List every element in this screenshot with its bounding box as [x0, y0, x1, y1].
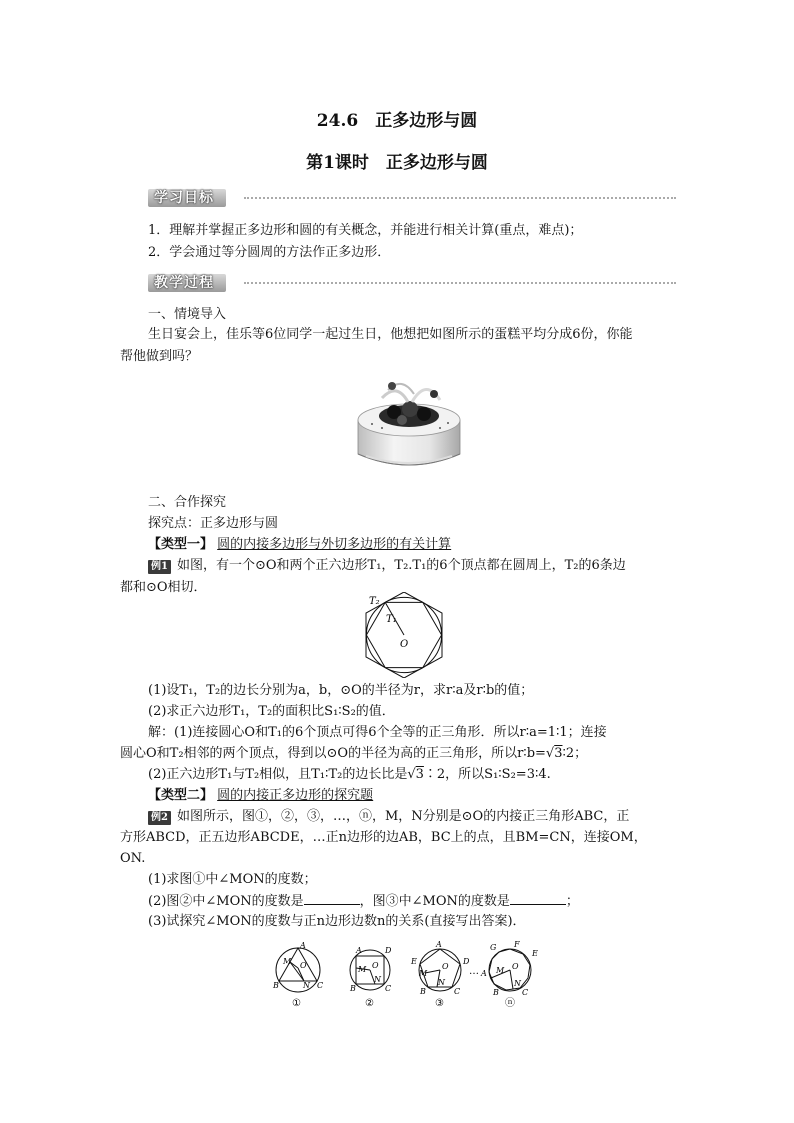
section-title: 24.6 正多边形与圆 — [316, 111, 478, 131]
solution2-text-a: 圆心O和T₂相邻的两个顶点，得到以⊙O的半径为高的正三角形，所以r∶b= — [120, 746, 546, 761]
fig1-label-n: N — [303, 981, 310, 990]
fig2-caption: ② — [365, 998, 374, 1009]
fig1-label-m: M — [283, 957, 292, 966]
objectives-banner-label: 学习目标 — [148, 189, 226, 207]
example2-line3: ON. — [120, 851, 146, 866]
type2-heading — [148, 787, 373, 805]
example2-question1: (1)求图①中∠MON的度数； — [148, 872, 317, 887]
example2-line2: 方形ABCD，正五边形ABCDE，…正n边形的边AB，BC上的点，且BM=CN，连接OM， — [120, 830, 647, 845]
fig2-label-o: O — [372, 961, 379, 970]
sqrt-radicand: 3 — [415, 767, 424, 782]
fign-label-c: C — [522, 988, 529, 997]
example1-question1: (1)设T₁，T₂的边长分别为a，b，⊙O的半径为r，求r∶a及r∶b的值； — [148, 683, 534, 698]
cake-illustration — [352, 376, 466, 474]
objective-item-1: 1．理解并掌握正多边形和圆的有关概念，并能进行相关计算(重点，难点)； — [148, 223, 583, 238]
type2-label: 【类型二】 — [148, 788, 214, 803]
fig2-label-a: A — [356, 946, 362, 955]
banner-dotted-rule — [244, 282, 676, 284]
fig3-label-e: E — [411, 957, 417, 966]
solution3-text-b: ∶2，所以S₁∶S₂=3∶4. — [423, 767, 551, 782]
type1-title: 圆的内接多边形与外切多边形的有关计算 — [217, 537, 452, 552]
example1-solution3 — [148, 766, 551, 784]
example2-question2 — [148, 892, 579, 911]
example1-line1 — [148, 557, 626, 575]
fig1-label-b: B — [273, 981, 279, 990]
label-t2: T₂ — [369, 596, 380, 607]
fig2-label-m: M — [358, 965, 367, 974]
figure-square — [349, 946, 392, 1009]
sqrt-expression: √3 — [407, 767, 424, 782]
fig3-label-b: B — [420, 987, 426, 996]
fig3-label-c: C — [454, 987, 461, 996]
example1-text1: 如图，有一个⊙O和两个正六边形T₁，T₂.T₁的6个顶点都在圆周上，T₂的6条边 — [176, 558, 626, 573]
process-banner — [148, 274, 676, 292]
hexagon-figure — [360, 592, 448, 678]
banner-dotted-rule — [244, 197, 676, 199]
explore-point: 探究点：正多边形与圆 — [148, 516, 279, 531]
label-t1: T₁ — [386, 614, 397, 625]
type2-title: 圆的内接正多边形的探究题 — [217, 788, 374, 803]
objectives-banner — [148, 189, 676, 207]
fig2-label-n: N — [374, 975, 381, 984]
example1-solution2 — [120, 745, 587, 763]
fig2-label-d: D — [385, 946, 392, 955]
fign-label-f: F — [514, 940, 520, 949]
fig2-label-b: B — [350, 984, 356, 993]
type1-label: 【类型一】 — [148, 537, 214, 552]
fig3-label-o: O — [442, 962, 449, 971]
question2-text-c: ； — [565, 894, 579, 909]
fign-label-n: N — [514, 979, 521, 988]
process-banner-label: 教学过程 — [148, 274, 226, 292]
example1-question2: (2)求正六边形T₁，T₂的面积比S₁∶S₂的值． — [148, 704, 395, 719]
example2-question3: (3)试探究∠MON的度数与正n边形边数n的关系(直接写出答案)． — [148, 914, 526, 929]
figure-pentagon — [410, 940, 470, 1009]
example1-solution1: 解：(1)连接圆心O和T₁的6个顶点可得6个全等的正三角形．所以r∶a=1∶1；连接 — [148, 725, 607, 740]
fign-caption: ⓝ — [505, 998, 515, 1009]
figures-ellipsis: … — [469, 966, 479, 977]
lesson-title: 第1课时 正多边形与圆 — [306, 153, 488, 173]
type1-heading — [148, 536, 451, 554]
fign-label-g: G — [490, 943, 497, 952]
answer-blank[interactable] — [304, 892, 360, 905]
inscribed-polygon-figures — [270, 940, 540, 1012]
example1-badge: 例1 — [148, 560, 171, 574]
example2-text1: 如图所示，图①，②，③，…，ⓝ，M，N分别是⊙O的内接正三角形ABC，正 — [176, 809, 630, 824]
fig3-label-m: M — [419, 969, 428, 978]
example2-badge: 例2 — [148, 811, 171, 825]
fig3-label-d: D — [463, 957, 470, 966]
sqrt-expression: √3 — [545, 746, 563, 761]
part1-text-line1: 生日宴会上，佳乐等6位同学一起过生日，他想把如图所示的蛋糕平均分成6份，你能 — [148, 327, 633, 342]
figure-ngon — [480, 940, 538, 1009]
question2-text-a: (2)图②中∠MON的度数是 — [148, 894, 304, 909]
fign-label-a: A — [481, 969, 487, 978]
solution2-text-b: ∶2； — [562, 746, 588, 761]
fig2-label-c: C — [385, 984, 392, 993]
part1-title: 一、情境导入 — [148, 307, 227, 322]
answer-blank[interactable] — [510, 892, 566, 905]
sqrt-radicand: 3 — [554, 746, 563, 761]
solution3-text-a: (2)正六边形T₁与T₂相似，且T₁∶T₂的边长比是 — [148, 767, 408, 782]
fign-label-m: M — [496, 966, 505, 975]
fig3-label-n: N — [438, 978, 445, 987]
part2-title: 二、合作探究 — [148, 495, 227, 510]
figure-triangle — [272, 941, 323, 1009]
part1-text-line2: 帮他做到吗？ — [120, 349, 199, 364]
fig1-label-a: A — [300, 941, 306, 950]
fig1-label-o: O — [300, 961, 307, 970]
fig3-label-a: A — [436, 940, 442, 949]
fign-label-b: B — [493, 988, 499, 997]
fign-label-e: E — [532, 949, 538, 958]
fig1-caption: ① — [292, 998, 301, 1009]
objective-item-2: 2．学会通过等分圆周的方法作正多边形． — [148, 245, 391, 260]
example1-line2: 都和⊙O相切． — [120, 580, 207, 595]
fig1-label-c: C — [317, 981, 324, 990]
question2-text-b: ，图③中∠MON的度数是 — [359, 894, 510, 909]
label-o: O — [400, 639, 409, 650]
fig3-caption: ③ — [435, 998, 444, 1009]
fign-label-o: O — [512, 962, 519, 971]
example2-line1 — [148, 808, 629, 826]
